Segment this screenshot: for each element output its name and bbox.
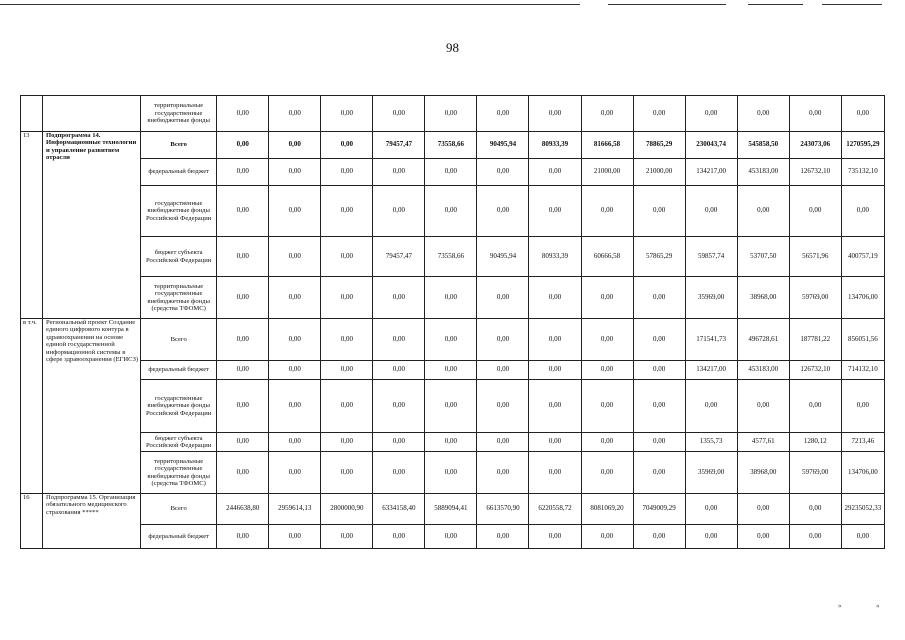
year-value-cell: 0,00 [529, 277, 581, 319]
top-rule-end [822, 4, 882, 5]
row-number-cell: в т.ч. [21, 319, 43, 494]
year-value-cell: 0,00 [529, 96, 581, 132]
year-value-cell: 0,00 [581, 433, 633, 452]
year-value-cell: 0,00 [217, 452, 269, 494]
year-value-cell: 0,00 [581, 525, 633, 549]
funding-source-cell: федеральный бюджет [141, 361, 217, 380]
year-value-cell: 0,00 [425, 159, 477, 186]
year-value-cell: 0,00 [529, 525, 581, 549]
year-value-cell: 453183,00 [737, 361, 789, 380]
year-value-cell: 0,00 [321, 525, 373, 549]
program-name-cell: Региональный проект Создание единого цифрового контура в здравоохранении на основе единой государственной информационной системы в сфере здравоохранения (ЕГИСЗ) [43, 319, 141, 494]
year-value-cell: 0,00 [321, 237, 373, 277]
total-value-cell: 856051,56 [841, 319, 884, 361]
year-value-cell: 59769,00 [789, 277, 841, 319]
budget-table-body [21, 96, 885, 549]
year-value-cell: 0,00 [633, 277, 685, 319]
year-value-cell: 2446638,80 [217, 494, 269, 525]
corner-mark-right: « [876, 602, 880, 610]
total-value-cell: 29235052,33 [841, 494, 884, 525]
year-value-cell: 171541,73 [685, 319, 737, 361]
year-value-cell: 0,00 [269, 96, 321, 132]
year-value-cell: 0,00 [685, 494, 737, 525]
table-row [21, 159, 885, 186]
year-value-cell: 0,00 [477, 525, 529, 549]
funding-source-cell: бюджет субъекта Российской Федерации [141, 433, 217, 452]
year-value-cell: 0,00 [321, 380, 373, 433]
year-value-cell: 0,00 [789, 186, 841, 237]
year-value-cell: 0,00 [217, 186, 269, 237]
total-value-cell: 1270595,29 [841, 132, 884, 159]
year-value-cell: 38968,00 [737, 277, 789, 319]
row-number-cell [21, 96, 43, 132]
year-value-cell: 0,00 [477, 186, 529, 237]
year-value-cell: 0,00 [477, 159, 529, 186]
table-row [21, 132, 885, 159]
year-value-cell: 0,00 [373, 361, 425, 380]
table-row [21, 361, 885, 380]
year-value-cell: 0,00 [529, 159, 581, 186]
year-value-cell: 0,00 [321, 361, 373, 380]
year-value-cell: 0,00 [477, 96, 529, 132]
row-number-cell: 13 [21, 132, 43, 319]
top-rule-right [748, 4, 803, 5]
year-value-cell: 134217,00 [685, 159, 737, 186]
year-value-cell: 0,00 [633, 96, 685, 132]
table-row [21, 319, 885, 361]
year-value-cell: 0,00 [581, 96, 633, 132]
total-value-cell: 0,00 [841, 96, 884, 132]
year-value-cell: 0,00 [217, 433, 269, 452]
top-rule-left [0, 4, 580, 5]
year-value-cell: 0,00 [269, 452, 321, 494]
year-value-cell: 0,00 [581, 277, 633, 319]
year-value-cell: 0,00 [269, 361, 321, 380]
year-value-cell: 53707,50 [737, 237, 789, 277]
year-value-cell: 0,00 [217, 380, 269, 433]
year-value-cell: 0,00 [425, 433, 477, 452]
funding-source-cell: Всего [141, 319, 217, 361]
year-value-cell: 230043,74 [685, 132, 737, 159]
total-value-cell: 735132,10 [841, 159, 884, 186]
year-value-cell: 0,00 [581, 380, 633, 433]
year-value-cell: 0,00 [321, 433, 373, 452]
year-value-cell: 0,00 [269, 380, 321, 433]
year-value-cell: 0,00 [373, 186, 425, 237]
year-value-cell: 0,00 [633, 525, 685, 549]
year-value-cell: 0,00 [529, 319, 581, 361]
year-value-cell: 243073,06 [789, 132, 841, 159]
year-value-cell: 0,00 [529, 433, 581, 452]
table-row [21, 186, 885, 237]
total-value-cell: 7213,46 [841, 433, 884, 452]
total-value-cell: 0,00 [841, 380, 884, 433]
year-value-cell: 0,00 [425, 96, 477, 132]
year-value-cell: 73558,66 [425, 132, 477, 159]
year-value-cell: 4577,61 [737, 433, 789, 452]
year-value-cell: 0,00 [217, 361, 269, 380]
table-row [21, 494, 885, 525]
year-value-cell: 0,00 [477, 277, 529, 319]
year-value-cell: 0,00 [633, 380, 685, 433]
year-value-cell: 0,00 [269, 277, 321, 319]
year-value-cell: 0,00 [477, 361, 529, 380]
year-value-cell: 0,00 [685, 380, 737, 433]
year-value-cell: 90495,94 [477, 237, 529, 277]
row-number-cell: 16 [21, 494, 43, 549]
year-value-cell: 0,00 [737, 525, 789, 549]
year-value-cell: 56571,96 [789, 237, 841, 277]
program-name-cell: Подпрограмма 14. Информационные технологии и управление развитием отрасли [43, 132, 141, 319]
year-value-cell: 0,00 [425, 525, 477, 549]
year-value-cell: 0,00 [373, 380, 425, 433]
year-value-cell: 0,00 [737, 494, 789, 525]
program-name-cell: Подпрограмма 15. Организация обязательного медицинского страхования ***** [43, 494, 141, 549]
year-value-cell: 0,00 [373, 277, 425, 319]
funding-source-cell: федеральный бюджет [141, 525, 217, 549]
year-value-cell: 79457,47 [373, 132, 425, 159]
total-value-cell: 400757,19 [841, 237, 884, 277]
program-name-cell [43, 96, 141, 132]
total-value-cell: 714132,10 [841, 361, 884, 380]
total-value-cell: 0,00 [841, 186, 884, 237]
year-value-cell: 5889094,41 [425, 494, 477, 525]
year-value-cell: 90495,94 [477, 132, 529, 159]
year-value-cell: 81666,58 [581, 132, 633, 159]
year-value-cell: 453183,00 [737, 159, 789, 186]
total-value-cell: 0,00 [841, 525, 884, 549]
year-value-cell: 0,00 [269, 132, 321, 159]
total-value-cell: 134706,00 [841, 277, 884, 319]
year-value-cell: 0,00 [321, 277, 373, 319]
year-value-cell: 0,00 [269, 525, 321, 549]
year-value-cell: 0,00 [737, 380, 789, 433]
year-value-cell: 187781,22 [789, 319, 841, 361]
page-number: 98 [446, 40, 459, 55]
year-value-cell: 0,00 [217, 277, 269, 319]
year-value-cell: 0,00 [321, 452, 373, 494]
year-value-cell: 0,00 [477, 452, 529, 494]
year-value-cell: 0,00 [425, 452, 477, 494]
year-value-cell: 0,00 [425, 380, 477, 433]
year-value-cell: 0,00 [685, 96, 737, 132]
funding-source-cell: Всего [141, 132, 217, 159]
year-value-cell: 0,00 [425, 361, 477, 380]
year-value-cell: 0,00 [217, 237, 269, 277]
top-rule-mid [608, 4, 726, 5]
year-value-cell: 0,00 [217, 319, 269, 361]
year-value-cell: 0,00 [581, 186, 633, 237]
year-value-cell: 35969,00 [685, 277, 737, 319]
year-value-cell: 0,00 [373, 433, 425, 452]
year-value-cell: 0,00 [269, 186, 321, 237]
year-value-cell: 60666,58 [581, 237, 633, 277]
year-value-cell: 0,00 [789, 494, 841, 525]
year-value-cell: 0,00 [477, 380, 529, 433]
year-value-cell: 0,00 [685, 525, 737, 549]
year-value-cell: 2959614,13 [269, 494, 321, 525]
year-value-cell: 0,00 [321, 159, 373, 186]
funding-source-cell: федеральный бюджет [141, 159, 217, 186]
year-value-cell: 0,00 [685, 186, 737, 237]
year-value-cell: 0,00 [321, 186, 373, 237]
year-value-cell: 0,00 [529, 452, 581, 494]
year-value-cell: 0,00 [321, 96, 373, 132]
year-value-cell: 0,00 [373, 319, 425, 361]
funding-source-cell: территориальные государственные внебюджетные фонды (средства ТФОМС) [141, 277, 217, 319]
year-value-cell: 73558,66 [425, 237, 477, 277]
funding-source-cell: бюджет субъекта Российской Федерации [141, 237, 217, 277]
year-value-cell: 21000,00 [633, 159, 685, 186]
year-value-cell: 0,00 [581, 361, 633, 380]
year-value-cell: 0,00 [373, 159, 425, 186]
year-value-cell: 0,00 [737, 186, 789, 237]
funding-source-cell: территориальные государственные внебюджетные фонды [141, 96, 217, 132]
year-value-cell: 21000,00 [581, 159, 633, 186]
year-value-cell: 0,00 [477, 433, 529, 452]
table-row [21, 380, 885, 433]
year-value-cell: 2800000,90 [321, 494, 373, 525]
year-value-cell: 35969,00 [685, 452, 737, 494]
year-value-cell: 80933,39 [529, 132, 581, 159]
year-value-cell: 59857,74 [685, 237, 737, 277]
funding-source-cell: государственные внебюджетные фонды Российской Федерации [141, 380, 217, 433]
year-value-cell: 7049009,29 [633, 494, 685, 525]
year-value-cell: 0,00 [373, 452, 425, 494]
table-row [21, 277, 885, 319]
year-value-cell: 0,00 [217, 132, 269, 159]
year-value-cell: 0,00 [269, 237, 321, 277]
year-value-cell: 57865,29 [633, 237, 685, 277]
funding-source-cell: территориальные государственные внебюджетные фонды (средства ТФОМС) [141, 452, 217, 494]
year-value-cell: 0,00 [373, 525, 425, 549]
funding-source-cell: Всего [141, 494, 217, 525]
year-value-cell: 79457,47 [373, 237, 425, 277]
year-value-cell: 8081069,20 [581, 494, 633, 525]
year-value-cell: 126732,10 [789, 361, 841, 380]
funding-source-cell: государственные внебюджетные фонды Российской Федерации [141, 186, 217, 237]
year-value-cell: 0,00 [633, 186, 685, 237]
table-row [21, 237, 885, 277]
year-value-cell: 6220558,72 [529, 494, 581, 525]
year-value-cell: 0,00 [737, 96, 789, 132]
year-value-cell: 0,00 [529, 361, 581, 380]
year-value-cell: 0,00 [529, 380, 581, 433]
table-row [21, 433, 885, 452]
year-value-cell: 0,00 [269, 159, 321, 186]
year-value-cell: 0,00 [789, 380, 841, 433]
table-row [21, 96, 885, 132]
year-value-cell: 1280,12 [789, 433, 841, 452]
year-value-cell: 6334158,40 [373, 494, 425, 525]
table-row [21, 525, 885, 549]
year-value-cell: 126732,10 [789, 159, 841, 186]
year-value-cell: 1355,73 [685, 433, 737, 452]
year-value-cell: 0,00 [269, 433, 321, 452]
year-value-cell: 0,00 [321, 319, 373, 361]
table-row [21, 452, 885, 494]
year-value-cell: 80933,39 [529, 237, 581, 277]
year-value-cell: 0,00 [425, 186, 477, 237]
year-value-cell: 0,00 [789, 525, 841, 549]
year-value-cell: 0,00 [529, 186, 581, 237]
year-value-cell: 0,00 [581, 319, 633, 361]
year-value-cell: 59769,00 [789, 452, 841, 494]
year-value-cell: 0,00 [633, 452, 685, 494]
year-value-cell: 0,00 [633, 361, 685, 380]
year-value-cell: 0,00 [789, 96, 841, 132]
year-value-cell: 0,00 [217, 96, 269, 132]
year-value-cell: 0,00 [217, 159, 269, 186]
year-value-cell: 134217,00 [685, 361, 737, 380]
year-value-cell: 496728,61 [737, 319, 789, 361]
year-value-cell: 0,00 [425, 277, 477, 319]
year-value-cell: 6613570,90 [477, 494, 529, 525]
total-value-cell: 134706,00 [841, 452, 884, 494]
budget-table [20, 95, 885, 549]
year-value-cell: 0,00 [217, 525, 269, 549]
year-value-cell: 0,00 [633, 319, 685, 361]
year-value-cell: 545858,50 [737, 132, 789, 159]
year-value-cell: 38968,00 [737, 452, 789, 494]
corner-mark-left: » [838, 602, 842, 610]
year-value-cell: 0,00 [633, 433, 685, 452]
year-value-cell: 0,00 [321, 132, 373, 159]
year-value-cell: 0,00 [425, 319, 477, 361]
year-value-cell: 0,00 [581, 452, 633, 494]
year-value-cell: 78865,29 [633, 132, 685, 159]
year-value-cell: 0,00 [373, 96, 425, 132]
year-value-cell: 0,00 [477, 319, 529, 361]
year-value-cell: 0,00 [269, 319, 321, 361]
